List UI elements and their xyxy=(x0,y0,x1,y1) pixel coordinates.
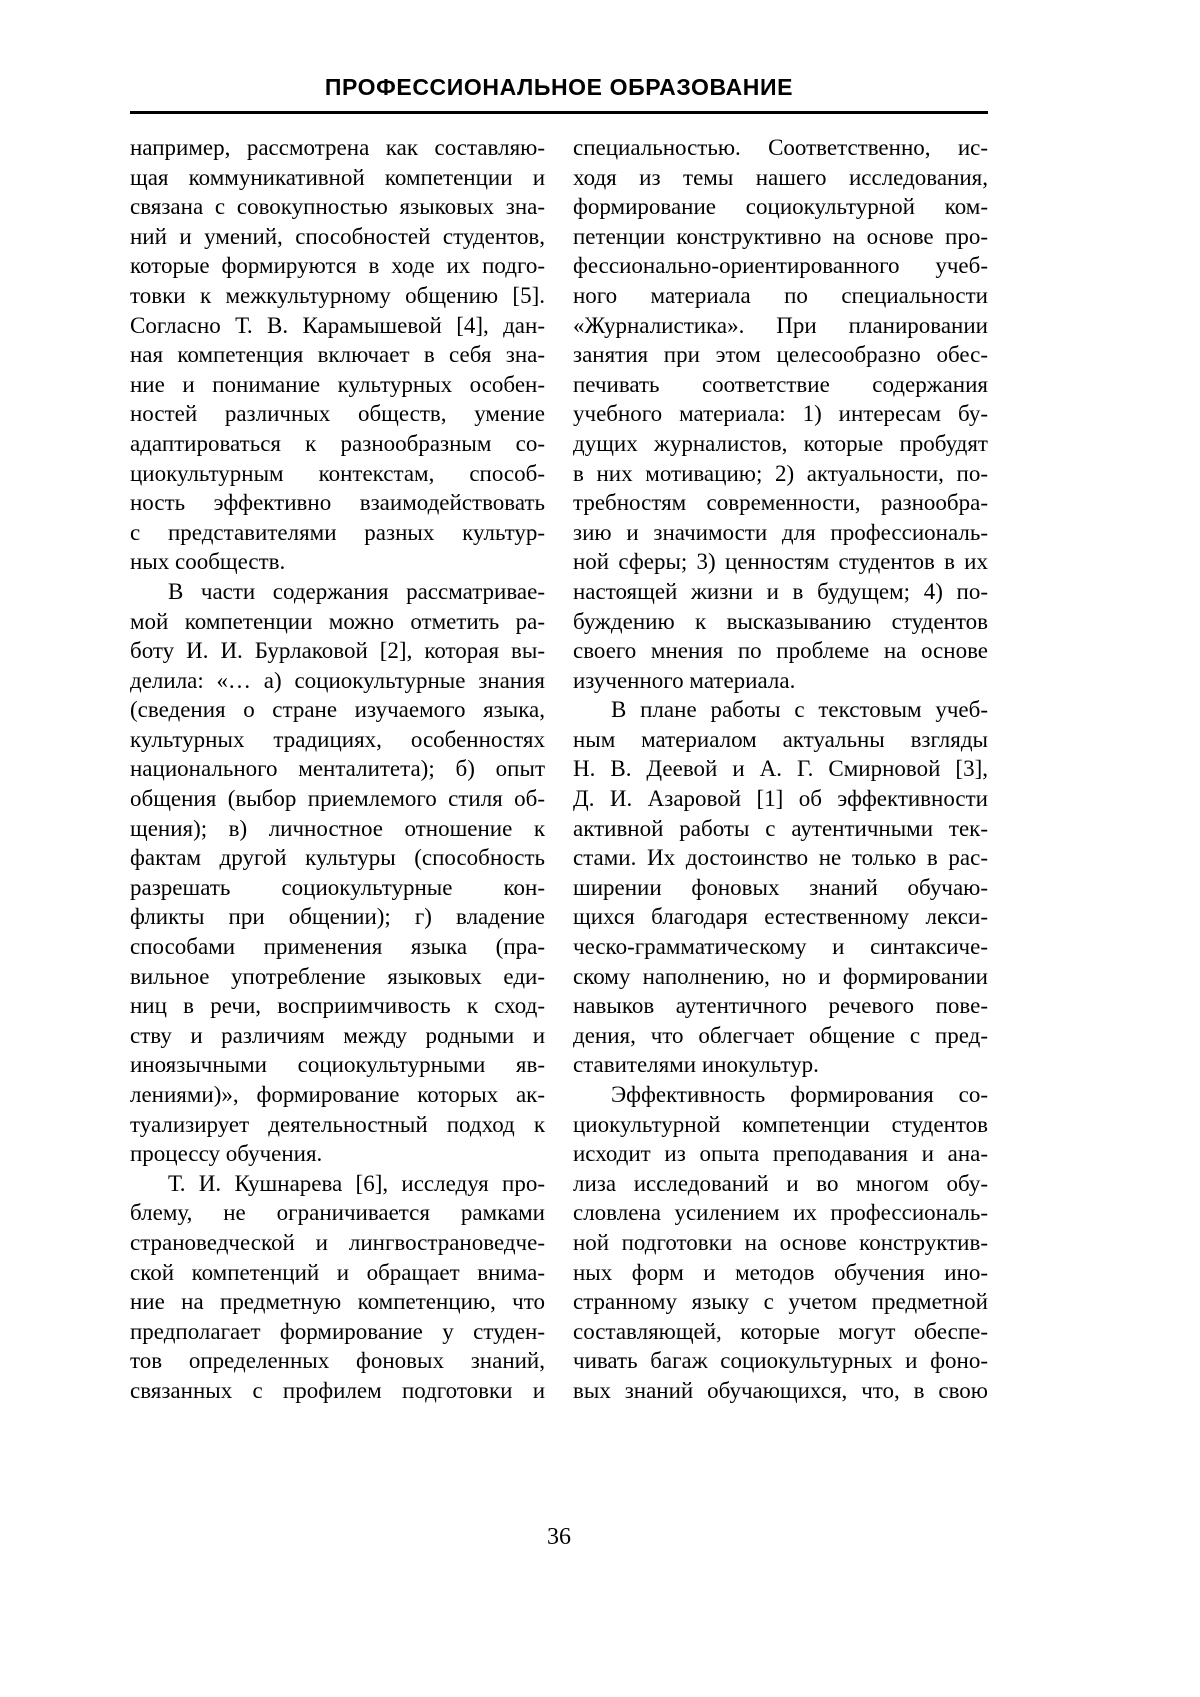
text-line: формирование социокультурной ком- xyxy=(573,194,988,220)
text-line: активной работы с аутентичными тек- xyxy=(573,815,988,841)
text-line: ставителями инокультур. xyxy=(573,1052,819,1078)
text-line: щая коммуникативной компетенции и xyxy=(130,164,545,190)
text-line: занятия при этом целесообразно обес- xyxy=(573,342,988,368)
text-line: Н. В. Деевой и А. Г. Смирновой [3], xyxy=(573,756,988,782)
text-line: предполагает формирование у студен- xyxy=(130,1318,545,1344)
text-line: буждению к высказыванию студентов xyxy=(573,608,988,634)
text-line: циокультурной компетенции студентов xyxy=(573,1111,988,1137)
text-line: например, рассмотрена как составляю- xyxy=(130,135,545,160)
text-line: ная компетенция включает в себя зна- xyxy=(130,342,545,368)
text-line: специальностью. Соответственно, ис- xyxy=(573,135,988,160)
text-line: щихся благодаря естественному лекси- xyxy=(573,904,988,930)
text-line: словлена усилением их профессиональ- xyxy=(573,1200,988,1226)
text-line: ных форм и методов обучения ино- xyxy=(573,1259,988,1285)
text-line: учебного материала: 1) интересам бу- xyxy=(573,401,988,427)
text-line: Согласно Т. В. Карамышевой [4], дан- xyxy=(130,312,545,338)
text-line: ние на предметную компетенцию, что xyxy=(130,1289,545,1315)
text-line: Эффективность формирования со- xyxy=(611,1082,988,1107)
text-line: культурных традициях, особенностях xyxy=(130,726,545,752)
text-line: своего мнения по проблеме на основе xyxy=(573,638,988,664)
text-line: тов определенных фоновых знаний, xyxy=(130,1348,545,1374)
text-line: ным материалом актуальны взгляды xyxy=(573,726,988,752)
text-line: скому наполнению, но и формировании xyxy=(573,963,988,989)
text-line: странному языку с учетом предметной xyxy=(573,1289,988,1315)
page-number: 36 xyxy=(547,1524,571,1550)
text-line: блему, не ограничивается рамками xyxy=(130,1200,545,1226)
text-line: «Журналистика». При планировании xyxy=(573,312,988,338)
right-column xyxy=(573,133,988,1406)
text-line: стами. Их достоинство не только в рас- xyxy=(573,845,988,871)
left-column xyxy=(130,133,545,1406)
text-line: туализирует деятельностный подход к xyxy=(130,1111,545,1137)
text-line: делила: «… а) социокультурные знания xyxy=(130,667,545,693)
text-line: адаптироваться к разнообразным со- xyxy=(130,430,545,456)
text-line: иноязычными социокультурными яв- xyxy=(130,1052,545,1078)
text-line: Т. И. Кушнарева [6], исследуя про- xyxy=(168,1170,545,1196)
header-rule xyxy=(130,111,988,114)
text-line: которые формируются в ходе их подго- xyxy=(130,253,545,279)
text-line: ных сообществ. xyxy=(130,549,286,575)
text-line: дения, что облегчает общение с пред- xyxy=(573,1022,988,1048)
text-line: требностям современности, разнообра- xyxy=(573,490,988,516)
text-line: Д. И. Азаровой [1] об эффективности xyxy=(573,786,988,812)
text-line: в них мотивацию; 2) актуальности, по- xyxy=(573,460,988,486)
text-line: лиза исследований и во многом обу- xyxy=(573,1170,988,1196)
text-line: ностей различных обществ, умение xyxy=(130,401,545,427)
text-line: ного материала по специальности xyxy=(573,282,988,308)
text-line: боту И. И. Бурлаковой [2], которая вы- xyxy=(130,638,545,664)
text-line: фессионально-ориентированного учеб- xyxy=(573,253,988,279)
text-line: ние и понимание культурных особен- xyxy=(130,371,545,397)
text-line: печивать соответствие содержания xyxy=(573,371,988,397)
text-line: процессу обучения. xyxy=(130,1141,323,1167)
text-line: циокультурным контекстам, способ- xyxy=(130,460,545,486)
text-line: связанных с профилем подготовки и xyxy=(130,1377,545,1403)
text-line: ству и различиям между родными и xyxy=(130,1022,545,1048)
text-line: петенции конструктивно на основе про- xyxy=(573,223,988,249)
text-line: навыков аутентичного речевого пове- xyxy=(573,993,988,1019)
text-line: мой компетенции можно отметить ра- xyxy=(130,608,545,634)
text-line: общения (выбор приемлемого стиля об- xyxy=(130,786,545,812)
text-line: связана с совокупностью языковых зна- xyxy=(130,194,545,220)
text-line: ходя из темы нашего исследования, xyxy=(573,164,988,190)
text-line: с представителями разных культур- xyxy=(130,519,545,545)
text-line: разрешать социокультурные кон- xyxy=(130,874,545,900)
text-line: страноведческой и лингвострановедче- xyxy=(130,1229,545,1255)
text-line: фликты при общении); г) владение xyxy=(130,904,545,930)
text-line: вильное употребление языковых еди- xyxy=(130,963,545,989)
text-line: ной сферы; 3) ценностям студентов в их xyxy=(573,549,988,575)
text-line: ность эффективно взаимодействовать xyxy=(130,490,545,516)
page-header-title: ПРОФЕССИОНАЛЬНОЕ ОБРАЗОВАНИЕ xyxy=(324,74,794,100)
text-line: ческо-грамматическому и синтаксиче- xyxy=(573,934,988,960)
text-line: зию и значимости для профессиональ- xyxy=(573,519,988,545)
text-line: щения); в) личностное отношение к xyxy=(130,815,545,841)
text-line: способами применения языка (пра- xyxy=(130,934,545,960)
text-line: составляющей, которые могут обеспе- xyxy=(573,1318,988,1344)
text-line: чивать багаж социокультурных и фоно- xyxy=(573,1348,988,1374)
text-line: национального менталитета); б) опыт xyxy=(130,756,545,782)
text-line: ширении фоновых знаний обучаю- xyxy=(573,874,988,900)
text-line: исходит из опыта преподавания и ана- xyxy=(573,1141,988,1167)
text-line: ниц в речи, восприимчивость к сход- xyxy=(130,993,545,1019)
text-line: дущих журналистов, которые пробудят xyxy=(573,430,988,456)
text-columns xyxy=(130,133,988,1406)
text-line: изученного материала. xyxy=(573,667,796,693)
text-line: (сведения о стране изучаемого языка, xyxy=(130,697,545,723)
text-line: В части содержания рассматривае- xyxy=(168,578,545,604)
text-line: ний и умений, способностей студентов, xyxy=(130,223,545,249)
text-line: товки к межкультурному общению [5]. xyxy=(130,282,545,308)
text-line: лениями)», формирование которых ак- xyxy=(130,1082,545,1107)
text-line: ной подготовки на основе конструктив- xyxy=(573,1229,988,1255)
text-line: В плане работы с текстовым учеб- xyxy=(611,697,988,723)
text-line: вых знаний обучающихся, что, в свою xyxy=(573,1377,988,1403)
text-line: настоящей жизни и в будущем; 4) по- xyxy=(573,578,988,604)
text-line: фактам другой культуры (способность xyxy=(130,845,545,871)
text-line: ской компетенций и обращает внима- xyxy=(130,1259,545,1285)
